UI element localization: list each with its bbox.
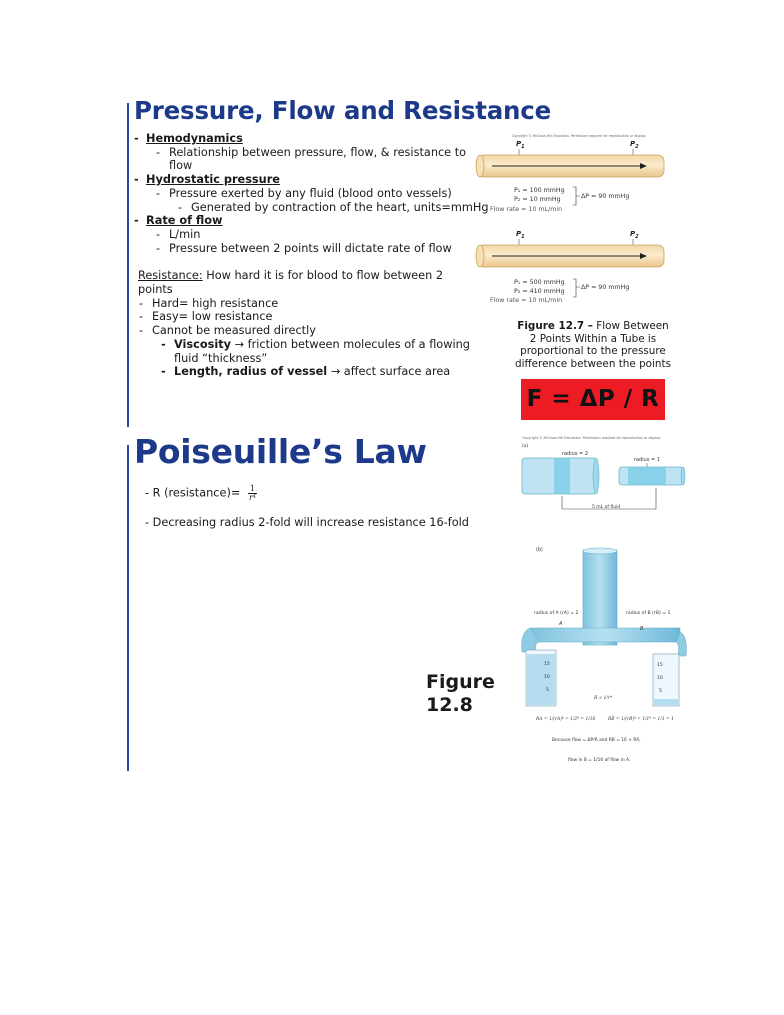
svg-text:P2: $P_2$ <box>630 230 639 240</box>
flow-formula: F = ΔP / R <box>521 379 665 420</box>
svg-text:5 mL of fluid: 5 mL of fluid <box>592 505 621 510</box>
svg-text:R ∝ 1/r⁴: R ∝ 1/r⁴ <box>594 696 612 701</box>
list-item: - Easy= low resistance <box>139 310 273 324</box>
list-item: - Hard= high resistance <box>139 296 279 310</box>
resistance-equation: - R (resistance)= $\frac{1}{\text{r⁴}}$ <box>145 484 256 502</box>
resistance-definition: Resistance: How hard it is for blood to flow between 2 points <box>138 269 444 297</box>
svg-text:radius of A (rA) = 2: radius of A (rA) = 2 <box>534 611 579 616</box>
svg-text:Copyright © McGraw-Hill Educat: Copyright © McGraw-Hill Education. Permission required for reproduction or display. <box>522 436 661 440</box>
list-item: - Viscosity → friction between molecules of a flowing fluid “thickness” <box>161 337 470 365</box>
svg-text:P1: $P_1$ <box>516 140 525 150</box>
section-title: Poiseuille’s Law <box>134 432 427 471</box>
section-divider-line <box>127 103 129 427</box>
svg-text:Flow rate = 10 mL/min: Flow rate = 10 mL/min <box>490 206 563 213</box>
list-item: flow <box>169 159 193 173</box>
svg-text:P₂ = 410 mmHg: P₂ = 410 mmHg <box>514 288 565 295</box>
svg-text:radius = 1: radius = 1 <box>634 457 661 463</box>
svg-text:P1: $P_1$ <box>516 230 525 240</box>
list-item: - Rate of flow <box>134 214 223 228</box>
figure-caption: Figure 12.7 – Flow Between 2 Points Within a Tube is proportional to the pressure difference between the points <box>515 320 671 371</box>
svg-text:15: 15 <box>544 662 550 667</box>
svg-text:ΔP = 90 mmHg: ΔP = 90 mmHg <box>581 193 630 200</box>
svg-text:A: A <box>559 621 563 627</box>
svg-text:radius of B (rB) = 1: radius of B (rB) = 1 <box>626 611 671 616</box>
svg-text:RA = 1/(rA)⁴ = 1/2⁴ = 1/16: RA = 1/(rA)⁴ = 1/2⁴ = 1/16 <box>536 717 596 722</box>
list-item: - Length, radius of vessel → affect surface area <box>161 365 451 379</box>
page-title: Pressure, Flow and Resistance <box>134 96 552 125</box>
list-item: - L/min <box>156 227 201 241</box>
figure-12-8a-tubes <box>516 430 691 520</box>
svg-text:5: 5 <box>659 689 662 694</box>
notes-list <box>134 132 489 379</box>
svg-text:Flow rate = 10 mL/min: Flow rate = 10 mL/min <box>490 297 563 304</box>
svg-text:ΔP = 90 mmHg: ΔP = 90 mmHg <box>581 284 630 291</box>
term-resistance: Resistance: <box>138 269 203 283</box>
list-item: - Hydrostatic pressure <box>134 173 280 187</box>
svg-text:P₁ = 500 mmHg: P₁ = 500 mmHg <box>514 279 565 286</box>
svg-text:RB = 1/(rB)⁴ = 1/1⁴ = 1/1 = 1: RB = 1/(rB)⁴ = 1/1⁴ = 1/1 = 1 <box>608 717 674 722</box>
list-item: - Hemodynamics <box>134 132 243 145</box>
list-item: - Pressure between 2 points will dictate rate of flow <box>156 241 452 255</box>
list-item: - Relationship between pressure, flow, & resistance to <box>156 145 467 159</box>
svg-text:(b): (b) <box>536 548 543 553</box>
figure-12-7-tubes <box>472 130 672 310</box>
figure-label: Figure 12.8 <box>426 671 495 716</box>
svg-text:(a): (a) <box>522 444 529 449</box>
svg-text:5: 5 <box>546 688 549 693</box>
term-hydrostatic: Hydrostatic pressure <box>146 173 280 187</box>
term-hemodynamics: Hemodynamics <box>146 132 243 145</box>
svg-text:radius = 2: radius = 2 <box>562 451 589 457</box>
figure-12-8b-apparatus <box>516 540 691 770</box>
fraction: $\frac{1}{\text{r⁴}}$ <box>248 484 256 502</box>
svg-text:10: 10 <box>657 676 663 681</box>
list-item: - Pressure exerted by any fluid (blood onto vessels) <box>156 186 452 200</box>
section-divider-line <box>127 445 129 771</box>
svg-text:flow in B = 1/16 of flow in A.: flow in B = 1/16 of flow in A. <box>568 758 631 763</box>
list-item: - Cannot be measured directly <box>139 324 316 338</box>
svg-text:P₁ = 100 mmHg: P₁ = 100 mmHg <box>514 187 565 194</box>
radius-statement: - Decreasing radius 2-fold will increase resistance 16-fold <box>145 516 469 529</box>
svg-text:P₂ = 10 mmHg: P₂ = 10 mmHg <box>514 196 561 203</box>
svg-text:15: 15 <box>657 663 663 668</box>
svg-text:P2: $P_2$ <box>630 140 639 150</box>
list-item: - Generated by contraction of the heart, units=mmHg <box>178 200 489 214</box>
svg-text:Because flow = ΔP/R and RB = 1: Because flow = ΔP/R and RB = 16 × RA, <box>552 738 641 743</box>
svg-text:10: 10 <box>544 675 550 680</box>
term-rate-of-flow: Rate of flow <box>146 214 223 228</box>
copyright-text: Copyright © McGraw-Hill Education. Permission required for reproduction or display. <box>512 134 647 138</box>
svg-text:B: B <box>640 626 644 632</box>
